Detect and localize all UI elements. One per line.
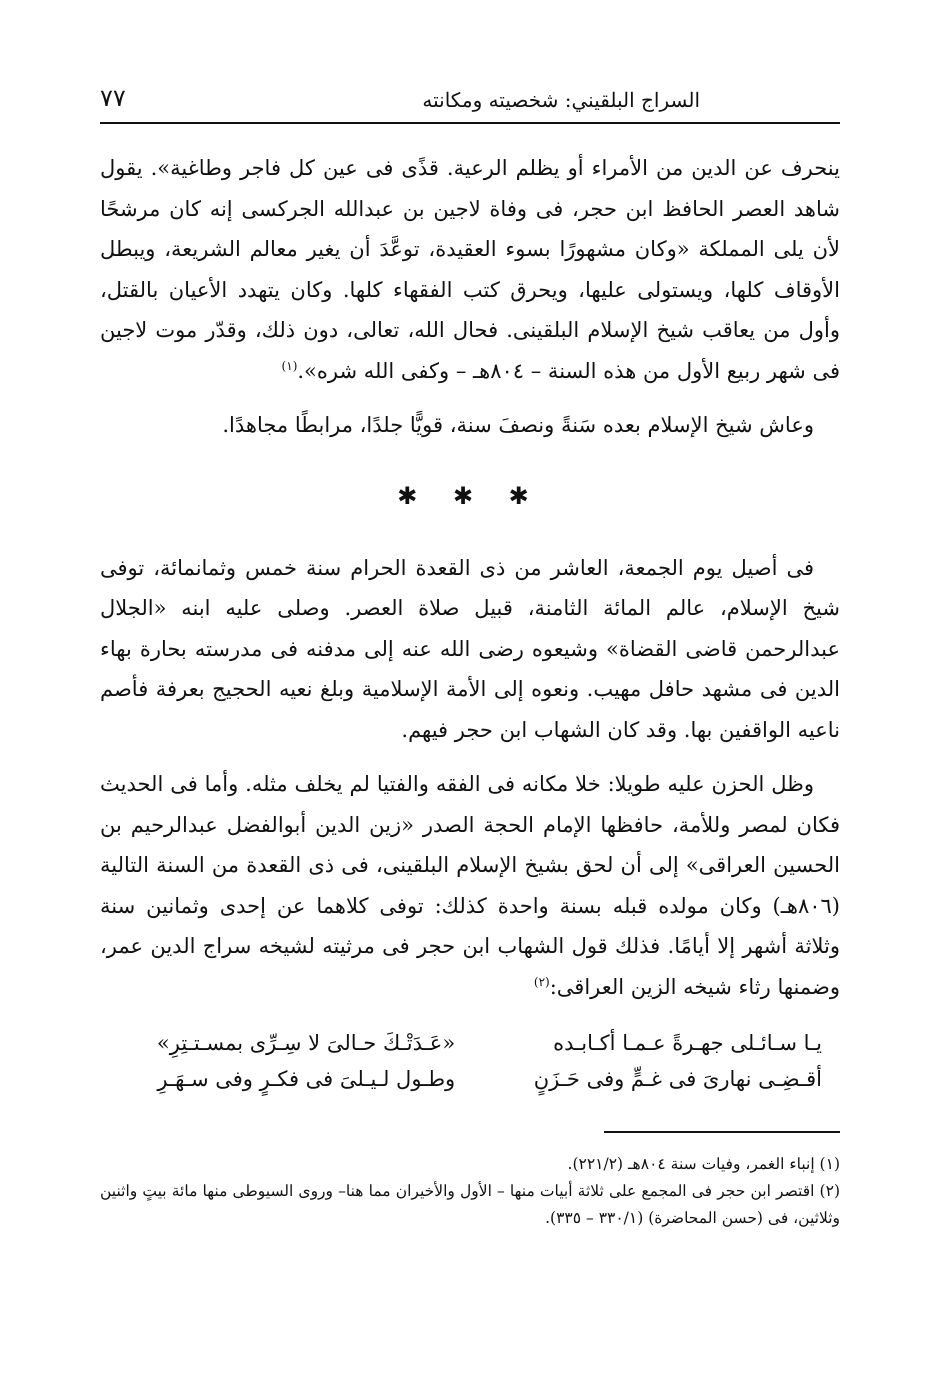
verse-second-hemistich: «عَـدَتْـكَ حـالىَ لا سِـرِّى بمسـتـتِرِ» bbox=[156, 1031, 456, 1055]
page-header bbox=[100, 80, 840, 122]
footnote-ref-1: (١) bbox=[281, 358, 298, 373]
paragraph-1 bbox=[100, 148, 840, 391]
verse-first-hemistich: يـا سـائـلى جهـرةً عـمـا أكـابـده bbox=[553, 1031, 822, 1055]
paragraph-1-text: ينحرف عن الدين من الأمراء أو يظلم الرعية. قذًى فى عين كل فاجر وطاغية». يقول شاهد العصر الحافظ ابن حجر، فى وفاة لاجين بن عبدالله الجركسى إنه كان مرشحًا لأن يلى المملكة «وكان مشهورًا بسوء العقيدة، توعَّدَ أن يغير معالم الشريعة، ويبطل الأوقاف كلها، ويستولى عليها، ويحرق كتب الفقهاء كلها. وكان يتهدد الأعيان بالقتل، وأول من يعاقب شيخ الإسلام البلقينى. فحال الله، تعالى، دون ذلك، وقدّر موت لاجين فى شهر ربيع الأول من هذه السنة – ٨٠٤هـ – وكفى الله شره». bbox=[100, 156, 840, 383]
section-divider: ✱ ✱ ✱ bbox=[397, 481, 543, 510]
book-page bbox=[100, 80, 840, 1232]
paragraph-3: فى أصيل يوم الجمعة، العاشر من ذى القعدة الحرام سنة خمس وثمانمائة، توفى شيخ الإسلام، عالم المائة الثامنة، قبيل صلاة العصر. وصلى عليه ابنه «الجلال عبدالرحمن قاضى القضاة» وشيعوه رضى الله عنه إلى مدفنه فى مدرسته بحارة بهاء الدين فى مشهد حافل مهيب. ونعوه إلى الأمة الإسلامية وبلغ نعيه الحجيج بعرفة فأصم ناعيه الواقفين بها. وقد كان الشهاب ابن حجر فيهم. bbox=[100, 555, 840, 742]
footnotes bbox=[100, 1151, 840, 1232]
poem-verse bbox=[100, 1025, 840, 1061]
poem-verse bbox=[100, 1061, 840, 1097]
footnote-1: (١) إنباء الغمر، وفيات سنة ٨٠٤هـ (٢٢١/٢). bbox=[567, 1155, 840, 1173]
footnote-rule bbox=[604, 1131, 840, 1133]
header-rule bbox=[100, 122, 840, 124]
paragraph-2: وعاش شيخ الإسلام بعده سَنةً ونصفَ سنة، قويًّا جلدًا، مرابطًا مجاهدًا. bbox=[222, 413, 814, 437]
verse-first-hemistich: أقـضِـى نهارىَ فى غـمٍّ وفى حَـزَنٍ bbox=[533, 1067, 822, 1091]
page-number: ٧٧ bbox=[100, 84, 126, 112]
main-text bbox=[100, 148, 840, 1097]
paragraph-4-text: وظل الحزن عليه طويلا: خلا مكانه فى الفقه والفتيا لم يخلف مثله. وأما فى الحديث فكان لمصر وللأمة، حافظها الإمام الحجة الصدر «زين الدين أبوالفضل عبدالرحيم بن الحسين العراقى» إلى أن لحق بشيخ الإسلام البلقينى، فى ذى القعدة من السنة التالية (٨٠٦هـ) وكان مولده قبله بسنة واحدة كذلك: توفى كلاهما عن إحدى وثمانين سنة وثلاثة أشهر إلا أيامًا. فذلك قول الشهاب ابن حجر فى مرثيته لشيخه سراج الدين عمر، وضمنها رثاء شيخه الزين العراقى: bbox=[100, 772, 840, 999]
verse-second-hemistich: وطـول لـيـلىَ فى فكـرٍ وفى سـهَـرِ bbox=[157, 1067, 456, 1091]
footnote-2: (٢) اقتصر ابن حجر فى المجمع على ثلاثة أبيات منها – الأول والأخيران مما هنا– وروى السيوطى منها مائة بيتٍ واثنين وثلاثين، فى (حسن المحاضرة) (٣٣٠/١ – ٣٣٥). bbox=[100, 1182, 840, 1227]
paragraph-4 bbox=[100, 764, 840, 1007]
running-title: السراج البلقيني: شخصيته ومكانته bbox=[422, 88, 700, 112]
footnote-ref-2: (٢) bbox=[533, 974, 550, 989]
poem bbox=[100, 1025, 840, 1097]
